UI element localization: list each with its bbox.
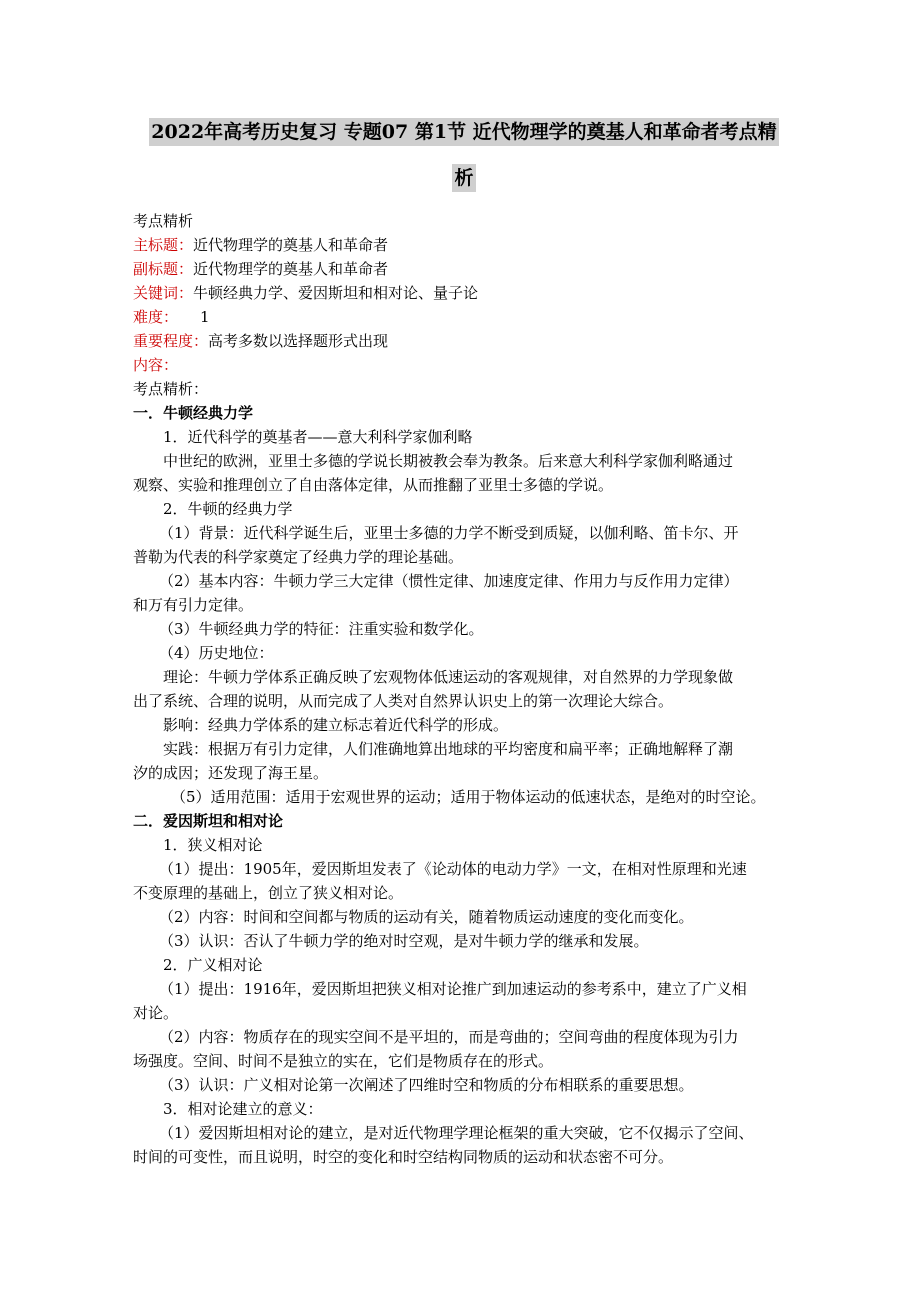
sub-title-row bbox=[133, 257, 795, 281]
sub-title-value: 近代物理学的奠基人和革命者 bbox=[193, 260, 389, 278]
content-label: 内容： bbox=[133, 356, 179, 374]
paragraph-line: （3）认识：广义相对论第一次阐述了四维时空和物质的分布相联系的重要思想。 bbox=[159, 1076, 694, 1094]
paragraph-line: 影响：经典力学体系的建立标志着近代科学的形成。 bbox=[163, 716, 509, 734]
keywords-value: 牛顿经典力学、爱因斯坦和相对论、量子论 bbox=[193, 284, 479, 302]
title-line-2: 析 bbox=[452, 164, 475, 192]
paragraph-line: （3）认识：否认了牛顿力学的绝对时空观，是对牛顿力学的继承和发展。 bbox=[159, 932, 649, 950]
paragraph-line: 理论：牛顿力学体系正确反映了宏观物体低速运动的客观规律，对自然界的力学现象做 bbox=[163, 668, 734, 686]
paragraph-line: （1）爱因斯坦相对论的建立，是对近代物理学理论框架的重大突破，它不仅揭示了空间、 bbox=[159, 1124, 754, 1142]
paragraph-line: 汐的成因；还发现了海王星。 bbox=[133, 764, 329, 782]
paragraph-line: 场强度。空间、时间不是独立的实在，它们是物质存在的形式。 bbox=[133, 1052, 554, 1070]
paragraph-line: （2）内容：物质存在的现实空间不是平坦的，而是弯曲的；空间弯曲的程度体现为引力 bbox=[159, 1028, 739, 1046]
paragraph-line: 出了系统、合理的说明，从而完成了人类对自然界认识史上的第一次理论大综合。 bbox=[133, 692, 674, 710]
main-title-row bbox=[133, 233, 795, 257]
paragraph-line: （1）背景：近代科学诞生后，亚里士多德的力学不断受到质疑，以伽利略、笛卡尔、开 bbox=[159, 524, 739, 542]
keywords-label: 关键词： bbox=[133, 284, 194, 302]
importance-row bbox=[133, 329, 795, 353]
title-line-1: 2022年高考历史复习 专题07 第1节 近代物理学的奠基人和革命者考点精 bbox=[149, 118, 778, 146]
paragraph-line: 观察、实验和推理创立了自由落体定律，从而推翻了亚里士多德的学说。 bbox=[133, 476, 614, 494]
paragraph-line: 实践：根据万有引力定律，人们准确地算出地球的平均密度和扁平率；正确地解释了潮 bbox=[163, 740, 734, 758]
document-body bbox=[133, 209, 795, 1169]
paragraph-line: （1）提出：1905年，爱因斯坦发表了《论动体的电动力学》一文，在相对性原理和光速 bbox=[159, 860, 747, 878]
sub-heading: 2．牛顿的经典力学 bbox=[163, 500, 293, 518]
paragraph-line: （2）基本内容：牛顿力学三大定律（惯性定律、加速度定律、作用力与反作用力定律） bbox=[159, 572, 739, 590]
paragraph-line: （5）适用范围：适用于宏观世界的运动；适用于物体运动的低速状态，是绝对的时空论。 bbox=[171, 788, 766, 806]
importance-value: 高考多数以选择题形式出现 bbox=[208, 332, 389, 350]
sub-title-label: 副标题： bbox=[133, 260, 194, 278]
difficulty-row bbox=[133, 305, 795, 329]
analysis-label: 考点精析： bbox=[133, 380, 209, 398]
paragraph-line: 和万有引力定律。 bbox=[133, 596, 254, 614]
main-title-label: 主标题： bbox=[133, 236, 194, 254]
paragraph-line: 时间的可变性，而且说明，时空的变化和时空结构同物质的运动和状态密不可分。 bbox=[133, 1148, 674, 1166]
sub-heading: 3．相对论建立的意义： bbox=[163, 1100, 323, 1118]
sub-heading: 1．近代科学的奠基者——意大利科学家伽利略 bbox=[163, 428, 473, 446]
main-title-value: 近代物理学的奠基人和革命者 bbox=[193, 236, 389, 254]
section-heading: 考点精析 bbox=[133, 212, 194, 230]
part-heading: 一．牛顿经典力学 bbox=[133, 404, 254, 422]
sub-heading: 2．广义相对论 bbox=[163, 956, 263, 974]
document-title bbox=[130, 118, 798, 192]
keywords-row bbox=[133, 281, 795, 305]
paragraph-line: 中世纪的欧洲，亚里士多德的学说长期被教会奉为教条。后来意大利科学家伽利略通过 bbox=[163, 452, 734, 470]
sub-heading: 1．狭义相对论 bbox=[163, 836, 263, 854]
paragraph-line: 不变原理的基础上，创立了狭义相对论。 bbox=[133, 884, 404, 902]
paragraph-line: （4）历史地位： bbox=[159, 644, 274, 662]
paragraph-line: 普勒为代表的科学家奠定了经典力学的理论基础。 bbox=[133, 548, 464, 566]
paragraph-line: （3）牛顿经典力学的特征：注重实验和数学化。 bbox=[159, 620, 484, 638]
part-heading: 二．爱因斯坦和相对论 bbox=[133, 812, 284, 830]
difficulty-value: 1 bbox=[200, 308, 210, 326]
importance-label: 重要程度： bbox=[133, 332, 209, 350]
paragraph-line: （1）提出：1916年，爱因斯坦把狭义相对论推广到加速运动的参考系中，建立了广义相 bbox=[159, 980, 747, 998]
difficulty-label: 难度： bbox=[133, 308, 179, 326]
paragraph-line: （2）内容：时间和空间都与物质的运动有关，随着物质运动速度的变化而变化。 bbox=[159, 908, 694, 926]
paragraph-line: 对论。 bbox=[133, 1004, 179, 1022]
